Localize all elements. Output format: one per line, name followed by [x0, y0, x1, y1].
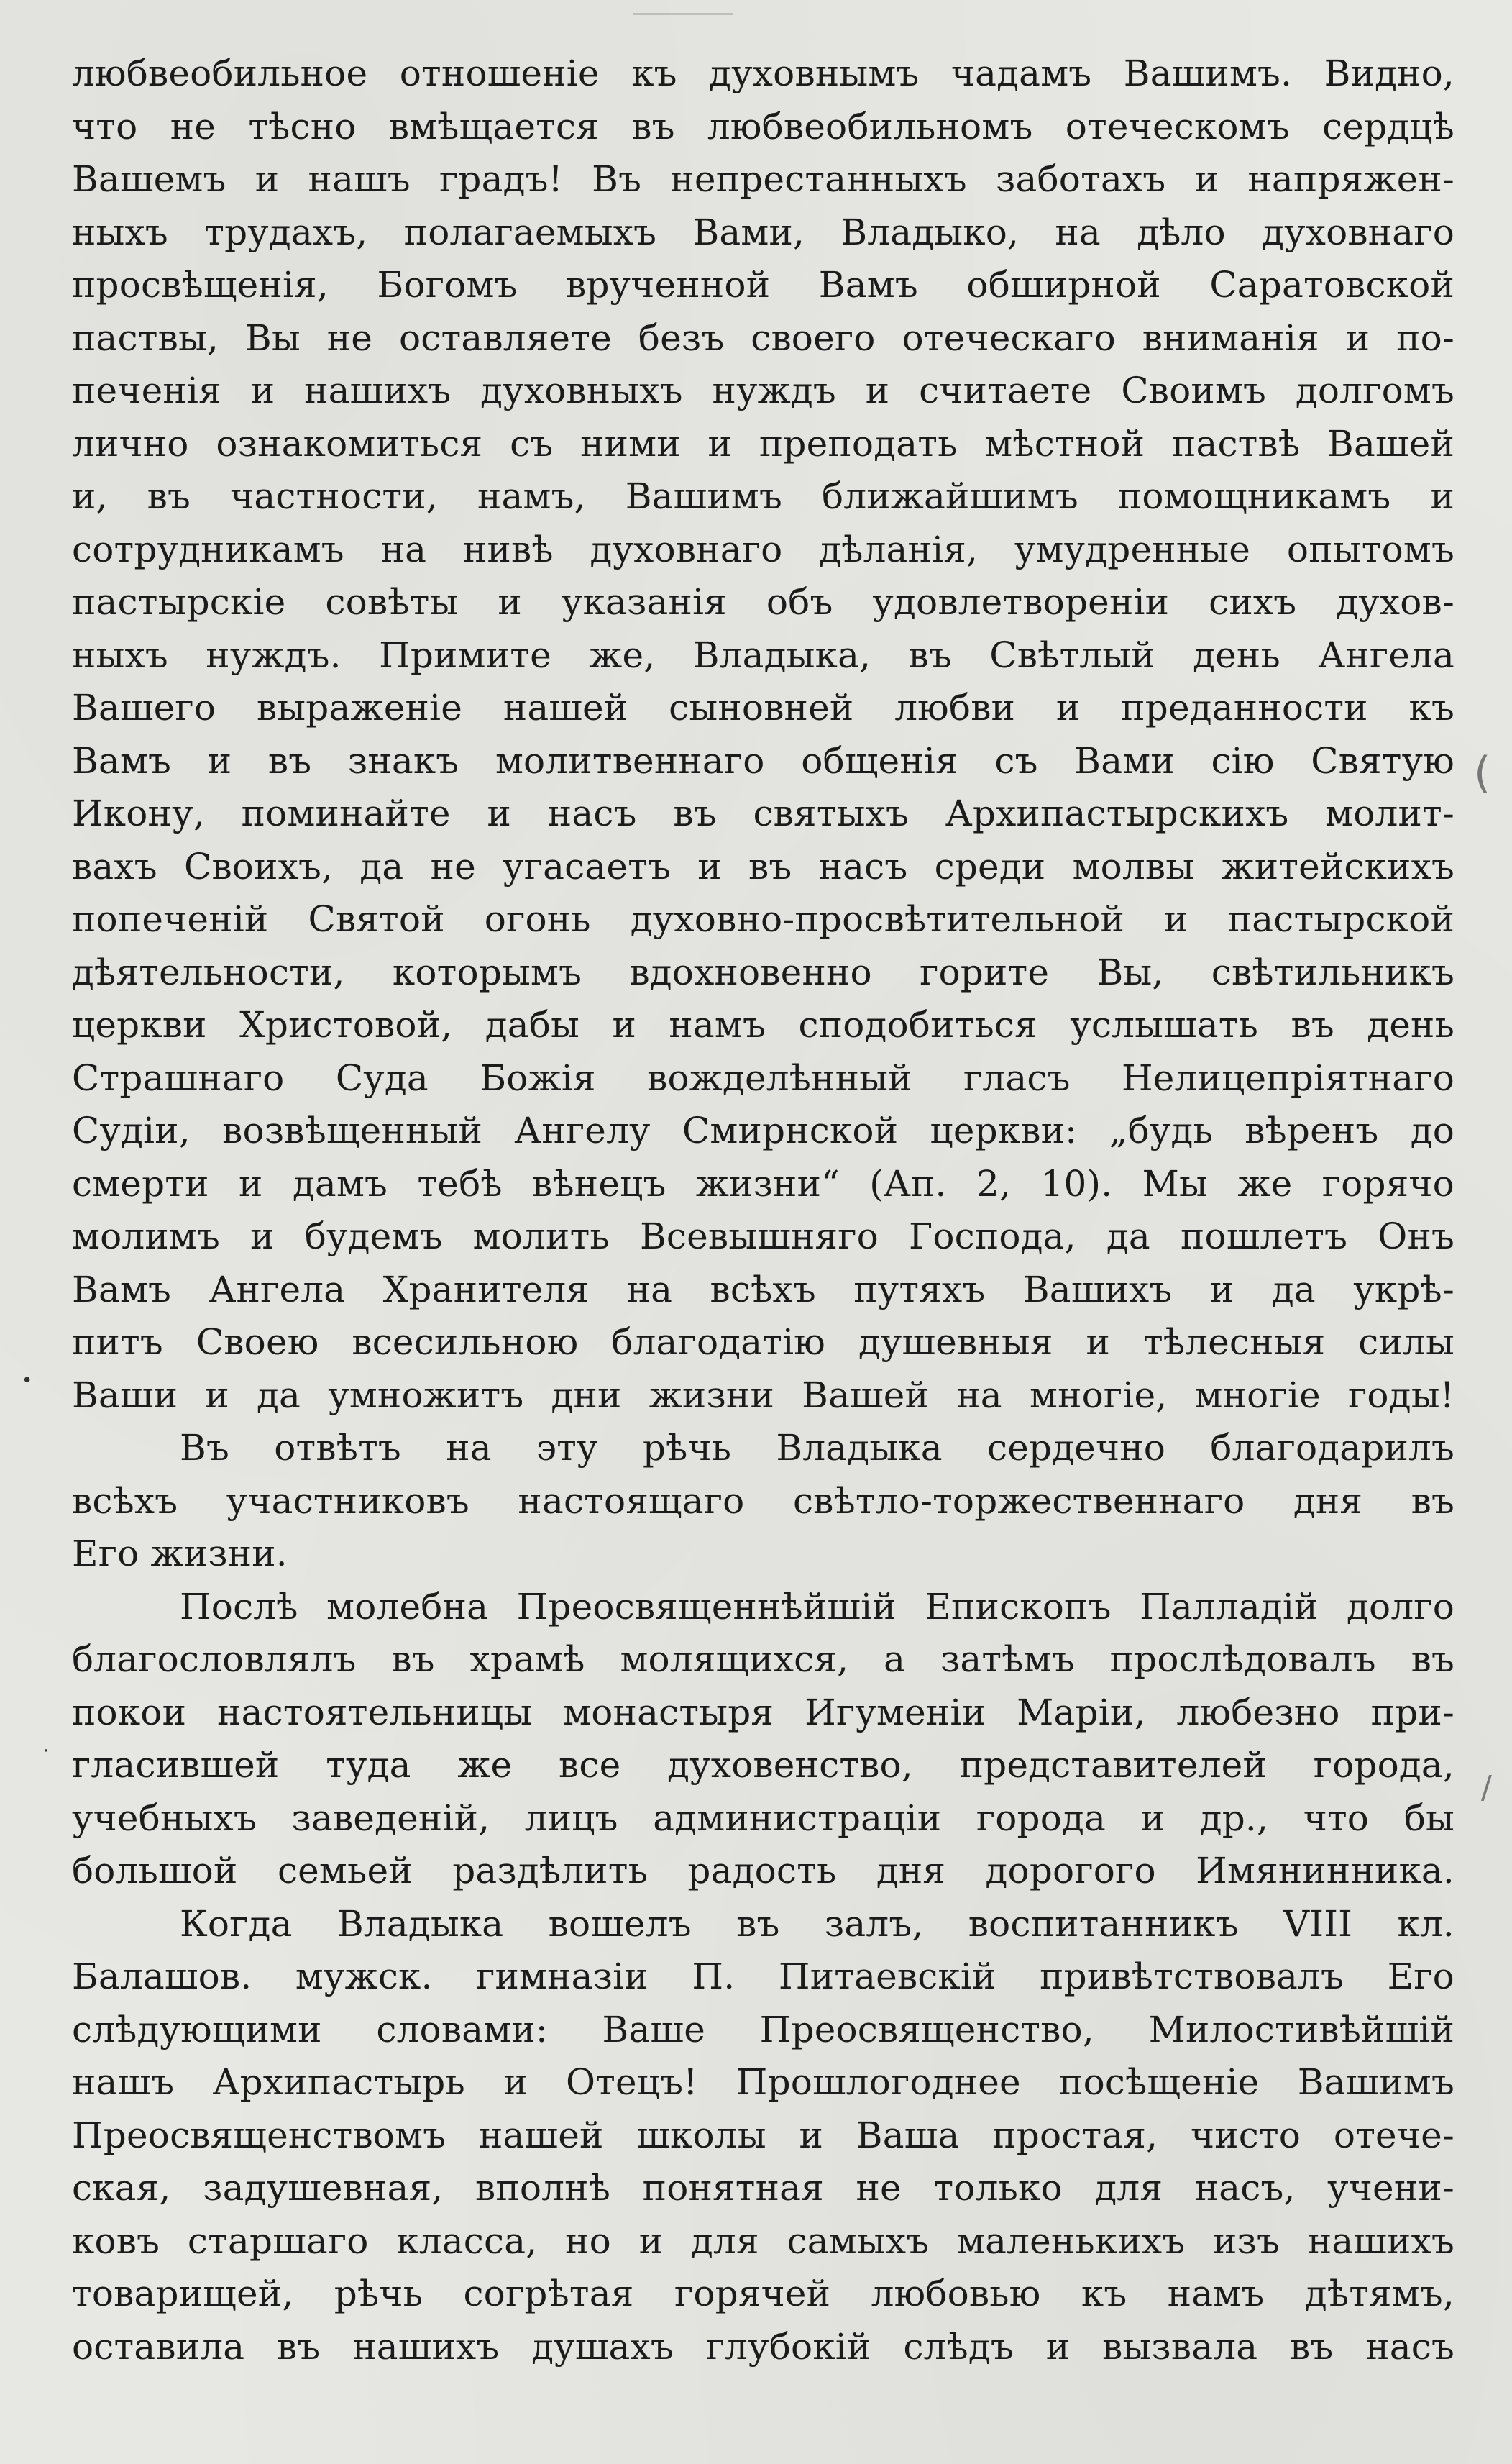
text-line: ковъ старшаго класса, но и для самыхъ маленькихъ изъ нашихъ [72, 2219, 1454, 2262]
text-line: любвеобильное отношеніе къ духовнымъ чадамъ Вашимъ. Видно, [72, 53, 1454, 94]
text-line: церкви Христовой, дабы и намъ сподобиться услышать въ день [72, 1004, 1454, 1046]
text-line: Вашего выраженіе нашей сыновней любви и преданности къ [72, 687, 1454, 729]
text-line: нашъ Архипастырь и Отецъ! Прошлогоднее посѣщеніе Вашимъ [72, 2061, 1454, 2103]
text-line: ныхъ трудахъ, полагаемыхъ Вами, Владыко, на дѣло духовнаго [72, 211, 1454, 253]
text-line: ныхъ нуждъ. Примите же, Владыка, въ Свѣтлый день Ангела [72, 634, 1454, 676]
text-line: дѣятельности, которымъ вдохновенно горите Вы, свѣтильникъ [72, 951, 1454, 993]
text-line: Ваши и да умножитъ дни жизни Вашей на многіе, многіе годы! [72, 1374, 1454, 1416]
document-text [72, 47, 1454, 2373]
text-line: попеченій Святой огонь духовно-просвѣтительной и пастырской [72, 898, 1454, 940]
text-line: учебныхъ заведеній, лицъ администраціи города и др., что бы [72, 1797, 1454, 1839]
text-line: покои настоятельницы монастыря Игуменіи Маріи, любезно при- [72, 1691, 1454, 1733]
text-line: Икону, поминайте и насъ въ святыхъ Архипастырскихъ молит- [72, 793, 1454, 834]
text-line: Вашемъ и нашъ градъ! Въ непрестанныхъ заботахъ и напряжен- [72, 158, 1454, 200]
margin-slash-mark: / [1481, 1769, 1492, 1806]
text-line: лично ознакомиться съ ними и преподать мѣстной паствѣ Вашей [72, 422, 1454, 465]
text-line: товарищей, рѣчь согрѣтая горячей любовью къ намъ дѣтямъ, [72, 2273, 1454, 2314]
text-line: Вамъ и въ знакъ молитвеннаго общенія съ Вами сію Святую [72, 739, 1454, 782]
text-line: Вамъ Ангела Хранителя на всѣхъ путяхъ Вашихъ и да укрѣ- [72, 1268, 1454, 1310]
text-line: просвѣщенія, Богомъ врученной Вамъ обширной Саратовской [72, 264, 1454, 306]
paragraph-start-line: Послѣ молебна Преосвященнѣйшій Епископъ Палладій долго [180, 1585, 1454, 1628]
text-line: оставила въ нашихъ душахъ глубокій слѣдъ и вызвала въ насъ [72, 2325, 1454, 2368]
text-line: слѣдующими словами: Ваше Преосвященство, Милостивѣйшій [72, 2008, 1454, 2050]
text-line: сотрудникамъ на нивѣ духовнаго дѣланія, умудренные опытомъ [72, 528, 1454, 570]
text-line: печенія и нашихъ духовныхъ нуждъ и считаете Своимъ долгомъ [72, 370, 1454, 411]
text-line: ская, задушевная, вполнѣ понятная не только для насъ, учени- [72, 2167, 1454, 2209]
text-line: что не тѣсно вмѣщается въ любвеобильномъ отеческомъ сердцѣ [72, 105, 1454, 147]
text-line: благословлялъ въ храмѣ молящихся, а затѣмъ прослѣдовалъ въ [72, 1638, 1454, 1680]
margin-bracket-mark: ( [1474, 748, 1491, 798]
text-line: Балашов. мужск. гимназіи П. Питаевскій привѣтствовалъ Его [72, 1956, 1454, 1997]
text-line: пастырскіе совѣты и указанія объ удовлетвореніи сихъ духов- [72, 581, 1454, 623]
paragraph-end-line: Его жизни. [72, 1533, 288, 1574]
paragraph-start-line: Въ отвѣтъ на эту рѣчь Владыка сердечно благодарилъ [180, 1427, 1454, 1469]
paragraph-start-line: Когда Владыка вошелъ въ залъ, воспитанникъ VIII кл. [180, 1902, 1454, 1945]
text-line: смерти и дамъ тебѣ вѣнецъ жизни“ (Ап. 2, 10). Мы же горячо [72, 1162, 1454, 1205]
text-line: и, въ частности, намъ, Вашимъ ближайшимъ помощникамъ и [72, 475, 1454, 517]
margin-dot-mark: · [43, 1740, 50, 1762]
text-line: молимъ и будемъ молить Всевышняго Господа, да пошлетъ Онъ [72, 1215, 1454, 1257]
margin-dot-mark: • [22, 1370, 33, 1392]
text-line: вахъ Своихъ, да не угасаетъ и въ насъ среди молвы житейскихъ [72, 845, 1454, 888]
text-line: Страшнаго Суда Божія вожделѣнный гласъ Нелицепріятнаго [72, 1057, 1454, 1099]
page-top-smudge [633, 0, 733, 15]
text-line: Судіи, возвѣщенный Ангелу Смирнской церкви: „будь вѣренъ до [72, 1110, 1454, 1151]
text-line: всѣхъ участниковъ настоящаго свѣтло-торжественнаго дня въ [72, 1479, 1454, 1522]
paragraph-end-line: большой семьей раздѣлить радость дня дорогого Имянинника. [72, 1850, 1454, 1892]
text-line: гласившей туда же все духовенство, представителей города, [72, 1744, 1454, 1786]
text-line: Преосвященствомъ нашей школы и Ваша простая, чисто отече- [72, 2114, 1454, 2156]
text-line: питъ Своею всесильною благодатію душевныя и тѣлесныя силы [72, 1321, 1454, 1363]
text-line: паствы, Вы не оставляете безъ своего отеческаго вниманія и по- [72, 316, 1454, 359]
